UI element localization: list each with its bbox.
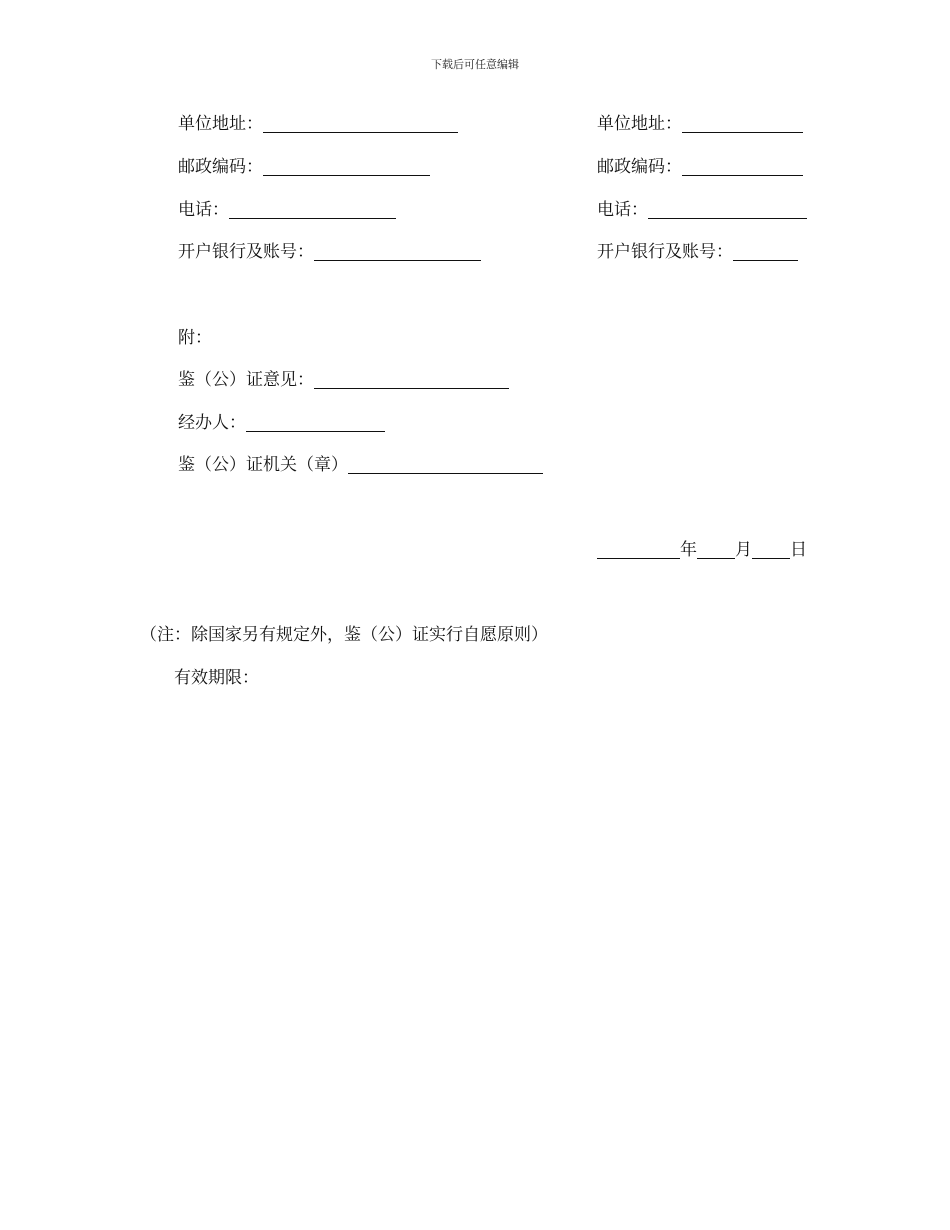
right-postcode-label: 邮政编码： [597, 157, 682, 177]
left-address-blank[interactable] [263, 114, 458, 133]
day-label: 日 [790, 540, 807, 560]
year-blank[interactable] [597, 540, 680, 559]
right-address-field [597, 112, 803, 136]
right-bank-label: 开户银行及账号： [597, 242, 733, 262]
left-bank-field [178, 240, 481, 264]
left-address-field [178, 112, 458, 136]
month-blank[interactable] [697, 540, 735, 559]
handler-field [178, 411, 385, 435]
right-phone-label: 电话： [597, 200, 648, 220]
left-phone-label: 电话： [178, 200, 229, 220]
right-address-label: 单位地址： [597, 114, 682, 134]
attachment-label: 附： [178, 328, 212, 348]
left-address-label: 单位地址： [178, 114, 263, 134]
left-phone-field [178, 198, 396, 222]
authority-blank[interactable] [348, 455, 543, 474]
right-postcode-field [597, 155, 803, 179]
left-postcode-field [178, 155, 430, 179]
year-label: 年 [680, 540, 697, 560]
right-phone-blank[interactable] [648, 200, 807, 219]
voluntary-note: （注：除国家另有规定外，鉴（公）证实行自愿原则） [140, 625, 548, 645]
left-bank-label: 开户银行及账号： [178, 242, 314, 262]
right-bank-field [597, 240, 798, 264]
authority-label: 鉴（公）证机关（章） [178, 455, 348, 475]
left-bank-blank[interactable] [314, 242, 481, 261]
handler-label: 经办人： [178, 413, 246, 433]
opinion-field [178, 368, 509, 392]
page-header: 下载后可任意编辑 [431, 58, 519, 71]
day-blank[interactable] [752, 540, 790, 559]
right-bank-blank[interactable] [733, 242, 798, 261]
handler-blank[interactable] [246, 413, 385, 432]
right-postcode-blank[interactable] [682, 157, 803, 176]
opinion-label: 鉴（公）证意见： [178, 370, 314, 390]
opinion-blank[interactable] [314, 370, 509, 389]
left-postcode-blank[interactable] [263, 157, 430, 176]
authority-field [178, 453, 543, 477]
right-address-blank[interactable] [682, 114, 803, 133]
validity-label: 有效期限： [174, 668, 259, 688]
left-postcode-label: 邮政编码： [178, 157, 263, 177]
date-field [597, 538, 807, 562]
right-phone-field [597, 198, 807, 222]
month-label: 月 [735, 540, 752, 560]
left-phone-blank[interactable] [229, 200, 396, 219]
